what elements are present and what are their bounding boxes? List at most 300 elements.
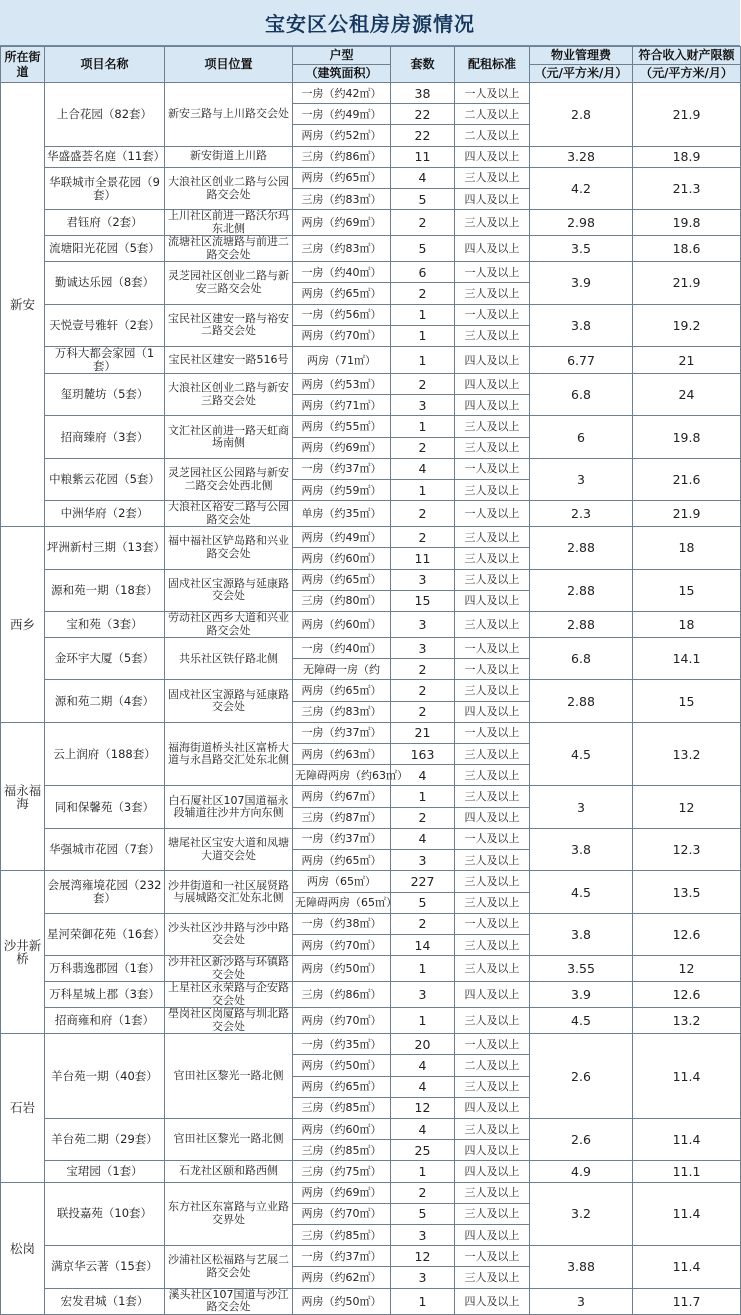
unit-type-cell: 两房（约65㎡） (293, 850, 391, 871)
table-row (1, 1034, 741, 1055)
standard-cell: 四人及以上 (455, 1140, 530, 1161)
unit-type-cell: 一房（约42㎡） (293, 83, 391, 104)
unit-count-cell: 1 (391, 304, 455, 325)
standard-cell: 三人及以上 (455, 210, 530, 236)
table-row (1, 167, 741, 188)
project-name-cell: 宝和苑（3套） (45, 612, 165, 638)
unit-type-cell: 三房（约80㎡） (293, 590, 391, 611)
standard-cell: 四人及以上 (455, 590, 530, 611)
standard-cell: 三人及以上 (455, 934, 530, 955)
unit-count-cell: 3 (391, 850, 455, 871)
unit-type-cell: 两房（65㎡） (293, 871, 391, 892)
unit-count-cell: 2 (391, 374, 455, 395)
unit-type-cell: 两房（约52㎡） (293, 125, 391, 146)
fee-cell: 3.5 (530, 236, 633, 262)
standard-cell: 四人及以上 (455, 1288, 530, 1314)
unit-type-cell: 三房（约85㎡） (293, 1140, 391, 1161)
unit-count-cell: 1 (391, 956, 455, 982)
project-location-cell: 沙头社区沙井路与沙中路交会处 (165, 913, 293, 955)
project-name-cell: 万科大都会家园（1套） (45, 347, 165, 374)
unit-count-cell: 1 (391, 347, 455, 374)
limit-cell: 24 (633, 374, 741, 416)
unit-count-cell: 4 (391, 458, 455, 479)
limit-cell: 11.7 (633, 1288, 741, 1314)
unit-type-cell: 三房（约83㎡） (293, 701, 391, 722)
project-location-cell: 新安三路与上川路交会处 (165, 83, 293, 147)
fee-cell: 3.8 (530, 304, 633, 346)
project-location-cell: 官田社区黎光一路北侧 (165, 1118, 293, 1160)
unit-type-cell: 一房（约56㎡） (293, 304, 391, 325)
project-name-cell: 宏发君城（1套） (45, 1288, 165, 1314)
project-name-cell: 华强城市花园（7套） (45, 828, 165, 870)
standard-cell: 三人及以上 (455, 612, 530, 638)
limit-cell: 12.6 (633, 913, 741, 955)
unit-type-cell: 两房（约70㎡） (293, 1203, 391, 1224)
unit-type-cell: 三房（约86㎡） (293, 146, 391, 167)
unit-count-cell: 1 (391, 325, 455, 346)
unit-count-cell: 6 (391, 262, 455, 283)
fee-cell: 2.6 (530, 1034, 633, 1119)
limit-cell: 11.1 (633, 1161, 741, 1182)
project-name-cell: 羊台苑二期（29套） (45, 1118, 165, 1160)
unit-type-cell: 三房（约87㎡） (293, 807, 391, 828)
standard-cell: 一人及以上 (455, 913, 530, 934)
project-location-cell: 宝民社区建安一路与裕安二路交会处 (165, 304, 293, 346)
header-fee: 物业管理费 (530, 47, 633, 65)
table-row (1, 374, 741, 395)
unit-count-cell: 2 (391, 1182, 455, 1203)
table-row (1, 527, 741, 548)
table-row (1, 786, 741, 807)
fee-cell: 2.8 (530, 83, 633, 147)
standard-cell: 三人及以上 (455, 892, 530, 913)
standard-cell: 三人及以上 (455, 548, 530, 569)
unit-count-cell: 2 (391, 283, 455, 304)
table-row (1, 1008, 741, 1034)
limit-cell: 21.3 (633, 167, 741, 209)
header-limit-unit: （元/平方米/月） (633, 65, 741, 83)
project-name-cell: 源和苑二期（4套） (45, 680, 165, 722)
unit-count-cell: 4 (391, 1076, 455, 1097)
table-row (1, 146, 741, 167)
unit-count-cell: 12 (391, 1246, 455, 1267)
unit-count-cell: 14 (391, 934, 455, 955)
unit-type-cell: 两房（约70㎡） (293, 325, 391, 346)
limit-cell: 11.4 (633, 1246, 741, 1288)
project-name-cell: 天悦壹号雅轩（2套） (45, 304, 165, 346)
table-row (1, 347, 741, 374)
unit-count-cell: 1 (391, 416, 455, 437)
unit-count-cell: 2 (391, 807, 455, 828)
limit-cell: 21 (633, 347, 741, 374)
standard-cell: 四人及以上 (455, 1224, 530, 1245)
project-location-cell: 白石厦社区107国道福永段辅道往沙井方向东侧 (165, 786, 293, 828)
limit-cell: 19.8 (633, 416, 741, 458)
project-location-cell: 沙浦社区松福路与艺展二路交会处 (165, 1246, 293, 1288)
limit-cell: 12 (633, 956, 741, 982)
unit-type-cell: 两房（约49㎡） (293, 527, 391, 548)
standard-cell: 三人及以上 (455, 1076, 530, 1097)
unit-type-cell: 两房（约50㎡） (293, 1288, 391, 1314)
header-project-name: 项目名称 (45, 47, 165, 83)
limit-cell: 21.9 (633, 83, 741, 147)
unit-type-cell: 两房（约70㎡） (293, 1008, 391, 1034)
unit-count-cell: 2 (391, 437, 455, 458)
standard-cell: 四人及以上 (455, 236, 530, 262)
header-street: 所在街道 (1, 47, 45, 83)
unit-type-cell: 单房（约35㎡） (293, 501, 391, 527)
table-row (1, 416, 741, 437)
unit-type-cell: 两房（约71㎡） (293, 395, 391, 416)
unit-count-cell: 227 (391, 871, 455, 892)
limit-cell: 18 (633, 612, 741, 638)
limit-cell: 12 (633, 786, 741, 828)
limit-cell: 11.4 (633, 1182, 741, 1246)
unit-count-cell: 1 (391, 480, 455, 501)
project-name-cell: 华盛盛荟名庭（11套） (45, 146, 165, 167)
standard-cell: 三人及以上 (455, 325, 530, 346)
fee-cell: 6.77 (530, 347, 633, 374)
standard-cell: 三人及以上 (455, 1182, 530, 1203)
limit-cell: 15 (633, 680, 741, 722)
unit-count-cell: 3 (391, 638, 455, 659)
standard-cell: 三人及以上 (455, 871, 530, 892)
project-name-cell: 坪洲新村三期（13套） (45, 527, 165, 569)
project-location-cell: 福中福社区铲岛路和兴业路交会处 (165, 527, 293, 569)
fee-cell: 3 (530, 786, 633, 828)
project-location-cell: 沙井街道和一社区展贤路与展城路交汇处东北侧 (165, 871, 293, 913)
standard-cell: 一人及以上 (455, 262, 530, 283)
unit-count-cell: 1 (391, 1161, 455, 1182)
unit-count-cell: 12 (391, 1097, 455, 1118)
standard-cell: 四人及以上 (455, 982, 530, 1008)
limit-cell: 13.2 (633, 722, 741, 786)
unit-count-cell: 2 (391, 501, 455, 527)
standard-cell: 四人及以上 (455, 807, 530, 828)
fee-cell: 4.5 (530, 871, 633, 913)
limit-cell: 15 (633, 569, 741, 611)
project-name-cell: 同和保馨苑（3套） (45, 786, 165, 828)
limit-cell: 18.9 (633, 146, 741, 167)
standard-cell: 三人及以上 (455, 786, 530, 807)
standard-cell: 一人及以上 (455, 828, 530, 849)
unit-type-cell: 一房（约40㎡） (293, 638, 391, 659)
unit-count-cell: 5 (391, 236, 455, 262)
table-row (1, 1246, 741, 1267)
limit-cell: 19.2 (633, 304, 741, 346)
unit-type-cell: 两房（约60㎡） (293, 612, 391, 638)
table-row (1, 304, 741, 325)
table-row (1, 1288, 741, 1314)
project-name-cell: 中粮紫云花园（5套） (45, 458, 165, 500)
standard-cell: 四人及以上 (455, 701, 530, 722)
fee-cell: 3.8 (530, 913, 633, 955)
project-name-cell: 流塘阳光花园（5套） (45, 236, 165, 262)
unit-type-cell: 三房（约85㎡） (293, 1224, 391, 1245)
unit-count-cell: 2 (391, 701, 455, 722)
limit-cell: 21.9 (633, 501, 741, 527)
standard-cell: 四人及以上 (455, 347, 530, 374)
project-name-cell: 华联城市全景花园（9套） (45, 167, 165, 209)
fee-cell: 4.9 (530, 1161, 633, 1182)
project-location-cell: 大浪社区裕安二路与公园路交会处 (165, 501, 293, 527)
project-location-cell: 上星社区永荣路与企安路交会处 (165, 982, 293, 1008)
standard-cell: 三人及以上 (455, 283, 530, 304)
header-area: （建筑面积） (293, 65, 391, 83)
standard-cell: 三人及以上 (455, 1118, 530, 1139)
unit-count-cell: 2 (391, 527, 455, 548)
standard-cell: 三人及以上 (455, 416, 530, 437)
unit-count-cell: 3 (391, 395, 455, 416)
project-location-cell: 石龙社区颐和路西侧 (165, 1161, 293, 1182)
table-row (1, 1161, 741, 1182)
standard-cell: 三人及以上 (455, 680, 530, 701)
standard-cell: 三人及以上 (455, 956, 530, 982)
project-name-cell: 勤诚达乐园（8套） (45, 262, 165, 304)
unit-count-cell: 20 (391, 1034, 455, 1055)
unit-type-cell: 无障碍两房（65㎡） (293, 892, 391, 913)
unit-type-cell: 两房（约70㎡） (293, 934, 391, 955)
unit-count-cell: 4 (391, 765, 455, 786)
table-row (1, 1182, 741, 1203)
project-name-cell: 满京华云著（15套） (45, 1246, 165, 1288)
project-location-cell: 上川社区前进一路沃尔玛东北侧 (165, 210, 293, 236)
table-row (1, 638, 741, 659)
unit-type-cell: 无障碍两房（约63㎡） (293, 765, 391, 786)
unit-count-cell: 21 (391, 722, 455, 743)
project-location-cell: 壆岗社区岗厦路与圳北路交会处 (165, 1008, 293, 1034)
unit-count-cell: 3 (391, 569, 455, 590)
fee-cell: 3 (530, 1288, 633, 1314)
table-row (1, 828, 741, 849)
table-body (1, 83, 741, 1315)
table-row (1, 262, 741, 283)
project-location-cell: 灵芝园社区创业二路与新安三路交会处 (165, 262, 293, 304)
header-location: 项目位置 (165, 47, 293, 83)
limit-cell: 12.3 (633, 828, 741, 870)
unit-count-cell: 2 (391, 680, 455, 701)
limit-cell: 12.6 (633, 982, 741, 1008)
table-row (1, 871, 741, 892)
unit-type-cell: 两房（约59㎡） (293, 480, 391, 501)
street-cell: 沙井新桥 (1, 871, 45, 1034)
unit-type-cell: 两房（约69㎡） (293, 210, 391, 236)
unit-type-cell: 两房（约65㎡） (293, 569, 391, 590)
standard-cell: 一人及以上 (455, 458, 530, 479)
standard-cell: 一人及以上 (455, 638, 530, 659)
header-limit: 符合收入财产限额 (633, 47, 741, 65)
unit-type-cell: 两房（约65㎡） (293, 680, 391, 701)
unit-count-cell: 2 (391, 913, 455, 934)
limit-cell: 14.1 (633, 638, 741, 680)
fee-cell: 4.5 (530, 1008, 633, 1034)
street-cell: 西乡 (1, 527, 45, 723)
table-row (1, 612, 741, 638)
fee-cell: 3.88 (530, 1246, 633, 1288)
unit-type-cell: 两房（约50㎡） (293, 956, 391, 982)
project-name-cell: 联投嘉苑（10套） (45, 1182, 165, 1246)
project-location-cell: 灵芝园社区公园路与新安二路交会处西北侧 (165, 458, 293, 500)
table-row (1, 1118, 741, 1139)
fee-cell: 3 (530, 458, 633, 500)
project-location-cell: 大浪社区创业二路与新安三路交会处 (165, 374, 293, 416)
project-location-cell: 官田社区黎光一路北侧 (165, 1034, 293, 1119)
unit-count-cell: 25 (391, 1140, 455, 1161)
standard-cell: 一人及以上 (455, 1034, 530, 1055)
project-name-cell: 上合花园（82套） (45, 83, 165, 147)
standard-cell: 四人及以上 (455, 189, 530, 210)
unit-type-cell: 两房（约69㎡） (293, 437, 391, 458)
table-row (1, 458, 741, 479)
standard-cell: 二人及以上 (455, 1055, 530, 1076)
standard-cell: 三人及以上 (455, 437, 530, 458)
project-location-cell: 劳动社区西乡大道和兴业路交会处 (165, 612, 293, 638)
header-standard: 配租标准 (455, 47, 530, 83)
table-row (1, 236, 741, 262)
project-name-cell: 招商臻府（3套） (45, 416, 165, 458)
unit-type-cell: 两房（约65㎡） (293, 1076, 391, 1097)
unit-count-cell: 3 (391, 1224, 455, 1245)
limit-cell: 21.6 (633, 458, 741, 500)
standard-cell: 四人及以上 (455, 146, 530, 167)
fee-cell: 2.6 (530, 1118, 633, 1160)
unit-count-cell: 22 (391, 125, 455, 146)
unit-type-cell: 两房（约65㎡） (293, 283, 391, 304)
unit-type-cell: 一房（约37㎡） (293, 828, 391, 849)
project-location-cell: 固戍社区宝源路与延康路交会处 (165, 680, 293, 722)
unit-type-cell: 两房（约53㎡） (293, 374, 391, 395)
unit-count-cell: 11 (391, 548, 455, 569)
unit-count-cell: 1 (391, 1008, 455, 1034)
standard-cell: 三人及以上 (455, 527, 530, 548)
unit-type-cell: 两房（约60㎡） (293, 1118, 391, 1139)
project-location-cell: 溪头社区107国道与沙江路交会处 (165, 1288, 293, 1314)
unit-count-cell: 4 (391, 1055, 455, 1076)
unit-count-cell: 2 (391, 659, 455, 680)
unit-count-cell: 4 (391, 828, 455, 849)
project-name-cell: 星河荣御花苑（16套） (45, 913, 165, 955)
project-name-cell: 金环宇大厦（5套） (45, 638, 165, 680)
standard-cell: 三人及以上 (455, 1008, 530, 1034)
table-row (1, 982, 741, 1008)
limit-cell: 19.8 (633, 210, 741, 236)
unit-type-cell: 三房（约83㎡） (293, 236, 391, 262)
project-location-cell: 沙井社区新沙路与环镇路交会处 (165, 956, 293, 982)
fee-cell: 3.9 (530, 262, 633, 304)
project-name-cell: 万科星城上郡（3套） (45, 982, 165, 1008)
fee-cell: 6.8 (530, 638, 633, 680)
unit-type-cell: 两房（约62㎡） (293, 1267, 391, 1288)
limit-cell: 13.2 (633, 1008, 741, 1034)
standard-cell: 一人及以上 (455, 501, 530, 527)
street-cell: 松岗 (1, 1182, 45, 1314)
project-location-cell: 新安街道上川路 (165, 146, 293, 167)
unit-type-cell: 无障碍一房（约 (293, 659, 391, 680)
unit-type-cell: 两房（约50㎡） (293, 1055, 391, 1076)
unit-type-cell: 两房（约67㎡） (293, 786, 391, 807)
table-row (1, 501, 741, 527)
unit-count-cell: 15 (391, 590, 455, 611)
housing-table (0, 46, 741, 1315)
unit-count-cell: 163 (391, 744, 455, 765)
fee-cell: 3.2 (530, 1182, 633, 1246)
unit-count-cell: 11 (391, 146, 455, 167)
limit-cell: 18.6 (633, 236, 741, 262)
standard-cell: 三人及以上 (455, 1203, 530, 1224)
fee-cell: 3.55 (530, 956, 633, 982)
limit-cell: 11.4 (633, 1118, 741, 1160)
unit-type-cell: 两房（约55㎡） (293, 416, 391, 437)
unit-count-cell: 5 (391, 189, 455, 210)
fee-cell: 2.88 (530, 527, 633, 569)
table-row (1, 956, 741, 982)
unit-type-cell: 两房（约69㎡） (293, 1182, 391, 1203)
unit-count-cell: 2 (391, 210, 455, 236)
unit-type-cell: 两房（约65㎡） (293, 167, 391, 188)
standard-cell: 一人及以上 (455, 659, 530, 680)
table-row (1, 210, 741, 236)
project-name-cell: 会展湾雍境花园（232套） (45, 871, 165, 913)
standard-cell: 二人及以上 (455, 125, 530, 146)
standard-cell: 二人及以上 (455, 104, 530, 125)
fee-cell: 3.8 (530, 828, 633, 870)
unit-count-cell: 22 (391, 104, 455, 125)
fee-cell: 2.88 (530, 612, 633, 638)
unit-count-cell: 4 (391, 167, 455, 188)
standard-cell: 一人及以上 (455, 83, 530, 104)
header-unit-type: 户型 (293, 47, 391, 65)
unit-type-cell: 三房（约75㎡） (293, 1161, 391, 1182)
project-location-cell: 福海街道桥头社区富桥大道与永昌路交汇处东北侧 (165, 722, 293, 786)
project-name-cell: 君钰府（2套） (45, 210, 165, 236)
fee-cell: 2.98 (530, 210, 633, 236)
project-location-cell: 塘尾社区宝安大道和凤塘大道交会处 (165, 828, 293, 870)
unit-count-cell: 5 (391, 1203, 455, 1224)
standard-cell: 四人及以上 (455, 1161, 530, 1182)
unit-type-cell: 一房（约37㎡） (293, 722, 391, 743)
project-name-cell: 源和苑一期（18套） (45, 569, 165, 611)
project-location-cell: 流塘社区流塘路与前进二路交会处 (165, 236, 293, 262)
project-location-cell: 大浪社区创业二路与公园路交会处 (165, 167, 293, 209)
standard-cell: 一人及以上 (455, 722, 530, 743)
unit-type-cell: 三房（约83㎡） (293, 189, 391, 210)
unit-type-cell: 两房（约63㎡） (293, 744, 391, 765)
unit-type-cell: 三房（约85㎡） (293, 1097, 391, 1118)
fee-cell: 6.8 (530, 374, 633, 416)
project-location-cell: 文汇社区前进一路天虹商场南侧 (165, 416, 293, 458)
table-row (1, 680, 741, 701)
fee-cell: 3.9 (530, 982, 633, 1008)
standard-cell: 四人及以上 (455, 374, 530, 395)
table-row (1, 913, 741, 934)
project-location-cell: 宝民社区建安一路516号 (165, 347, 293, 374)
unit-type-cell: 一房（约40㎡） (293, 262, 391, 283)
fee-cell: 2.88 (530, 680, 633, 722)
street-cell: 福永福海 (1, 722, 45, 870)
unit-count-cell: 38 (391, 83, 455, 104)
unit-type-cell: 两房（71㎡） (293, 347, 391, 374)
unit-type-cell: 一房（约37㎡） (293, 458, 391, 479)
project-name-cell: 云上润府（188套） (45, 722, 165, 786)
unit-count-cell: 5 (391, 892, 455, 913)
unit-type-cell: 两房（约60㎡） (293, 548, 391, 569)
table-row (1, 83, 741, 104)
unit-count-cell: 3 (391, 982, 455, 1008)
fee-cell: 2.88 (530, 569, 633, 611)
project-name-cell: 玺玥麓坊（5套） (45, 374, 165, 416)
standard-cell: 三人及以上 (455, 480, 530, 501)
unit-type-cell: 一房（约37㎡） (293, 1246, 391, 1267)
